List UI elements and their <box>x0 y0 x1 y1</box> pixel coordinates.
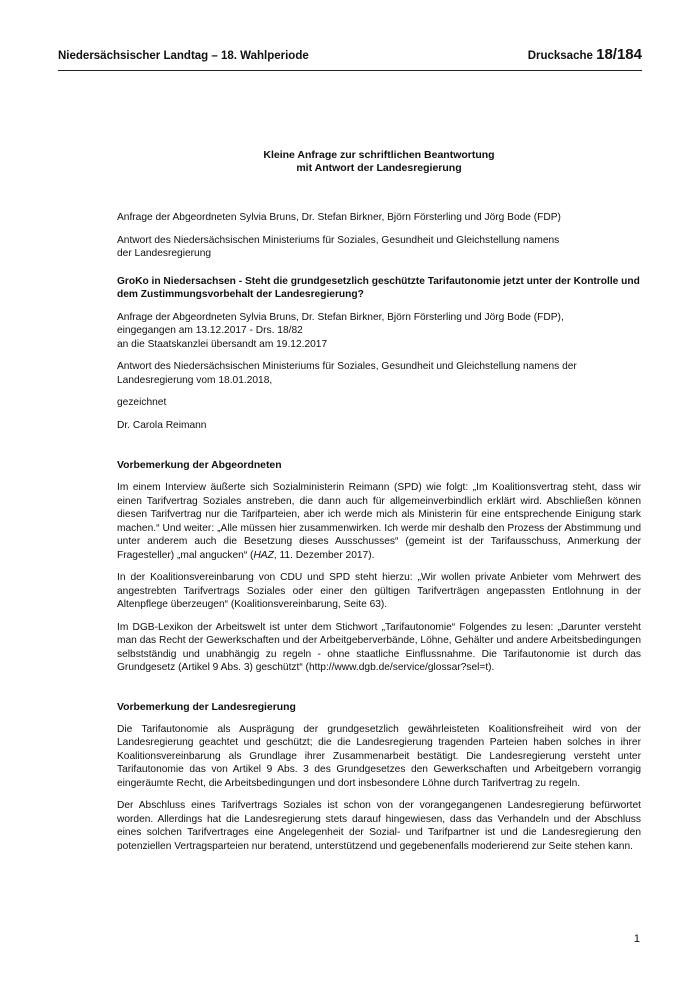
answer-line <box>117 234 641 261</box>
answer-line-2: der Landesregierung <box>117 248 212 259</box>
document-title <box>117 149 641 175</box>
signer-name: Dr. Carola Reimann <box>117 419 207 431</box>
signed-label: gezeichnet <box>117 397 167 408</box>
page-header <box>58 40 642 71</box>
document-number-value: 18/184 <box>596 46 642 63</box>
paragraph-interview <box>117 481 641 562</box>
document-body <box>117 70 641 862</box>
subject-heading: GroKo in Niedersachsen - Steht die grundgesetzlich geschützte Tarifautonomie jetzt unter der Kontrolle und dem Zustimmungsvorbehalt der Landesregierung? <box>117 275 640 300</box>
title-line-1: Kleine Anfrage zur schriftlichen Beantwortung <box>263 149 495 161</box>
inquiry-details <box>117 311 641 352</box>
paragraph-interview-text: Im einem Interview äußerte sich Sozialministerin Reimann (SPD) wie folgt: „Im Koalitionsvertrag steht, dass wir einen Tarifvertrag Soziales anstreben, die dann auch für allgemeinverbindlich erklärt wird. Abschließen können diesen Tarifvertrag nur die Tarifparteien, aber ich werde mich als Ministerin für eine entsprechende Einigung stark machen.“ Und weiter: „Alle müssen hier zusammenwirken. Ich werde mir deshalb den Prozess der Abstimmung und unter anderem auch die Besetzung dieses Ausschusses“ (gemeint ist der Tarifausschuss, Anmerkung der Fragesteller) „mal angucken“ ( <box>117 482 641 561</box>
inquiry-line: Anfrage der Abgeordneten Sylvia Bruns, Dr. Stefan Birkner, Björn Försterling und Jörg Bode (FDP) <box>117 212 561 223</box>
answer-date: Antwort des Niedersächsischen Ministeriums für Soziales, Gesundheit und Gleichstellung namens der Landesregierung vom 18.01.2018, <box>117 361 577 386</box>
details-line-1: Anfrage der Abgeordneten Sylvia Bruns, Dr. Stefan Birkner, Björn Försterling und Jörg Bode (FDP), <box>117 311 564 323</box>
parliament-title: Niedersächsischer Landtag – 18. Wahlperiode <box>58 50 309 62</box>
title-line-2: mit Antwort der Landesregierung <box>296 162 462 174</box>
paragraph-dgb: Im DGB-Lexikon der Arbeitswelt ist unter dem Stichwort „Tarifautonomie“ Folgendes zu lesen: „Darunter versteht man das Recht der Gewerkschaften und der Arbeitgeberverbände, Löhne, Gehälter und andere Arbeitsbedingungen selbstständig und unabhängig zu regeln - ohne staatliche Einflussnahme. Die Tarifautonomie ist durch das Grundgesetz (Artikel 9 Abs. 3) geschützt“ (http://www.dgb.de/service/glossar?sel=t). <box>117 621 641 673</box>
details-line-2: eingegangen am 13.12.2017 - Drs. 18/82 <box>117 325 303 336</box>
section-heading-government: Vorbemerkung der Landesregierung <box>117 701 296 713</box>
document-label: Drucksache <box>527 50 593 62</box>
section-heading-deputies: Vorbemerkung der Abgeordneten <box>117 460 282 471</box>
page-number: 1 <box>633 933 640 945</box>
document-number <box>528 46 642 63</box>
source-italic: HAZ <box>253 549 274 561</box>
paragraph-autonomy: Die Tarifautonomie als Ausprägung der grundgesetzlich gewährleisteten Koalitionsfreiheit wird von der Landesregierung geachtet und geschützt; die die Landesregierung tragenden Parteien haben solches in ihrer Koalitionsvereinbarung als Grundlage ihrer Zusammenarbeit bestätigt. Die Landesregierung versteht unter Tarifautonomie das von Artikel 9 Abs. 3 des Grundgesetzes den Gewerkschaften und Arbeitgebern vorrangig eingeräumte Recht, die Arbeitsbedingungen und dort insbesondere Löhne durch Tarifvertrag zu regeln. <box>117 723 641 789</box>
paragraph-interview-end: , 11. Dezember 2017). <box>273 549 375 561</box>
paragraph-contract: Der Abschluss eines Tarifvertrags Soziales ist schon von der vorangegangenen Landesregierung befürwortet worden. Allerdings hat die Landesregierung stets darauf hingewiesen, dass das Verhandeln und der Abschluss eines solchen Tarifvertrages eine Angelegenheit der Sozial- und Tarifpartner ist und die Landesregierung den potenziellen Vertragsparteien nur beratend, unterstützend und gegebenenfalls moderierend zur Seite stehen kann. <box>117 800 641 852</box>
paragraph-coalition: In der Koalitionsvereinbarung von CDU und SPD steht hierzu: „Wir wollen private Anbieter vom Mehrwert des angestrebten Tarifvertrags Soziales oder einer den gültigen Tarifverträgen angepassten Entlohnung in der Altenpflege überzeugen“ (Koalitionsvereinbarung, Seite 63). <box>117 572 641 610</box>
answer-line-1: Antwort des Niedersächsischen Ministeriums für Soziales, Gesundheit und Gleichstellung namens <box>117 234 560 246</box>
details-line-3: an die Staatskanzlei übersandt am 19.12.2017 <box>117 338 328 350</box>
